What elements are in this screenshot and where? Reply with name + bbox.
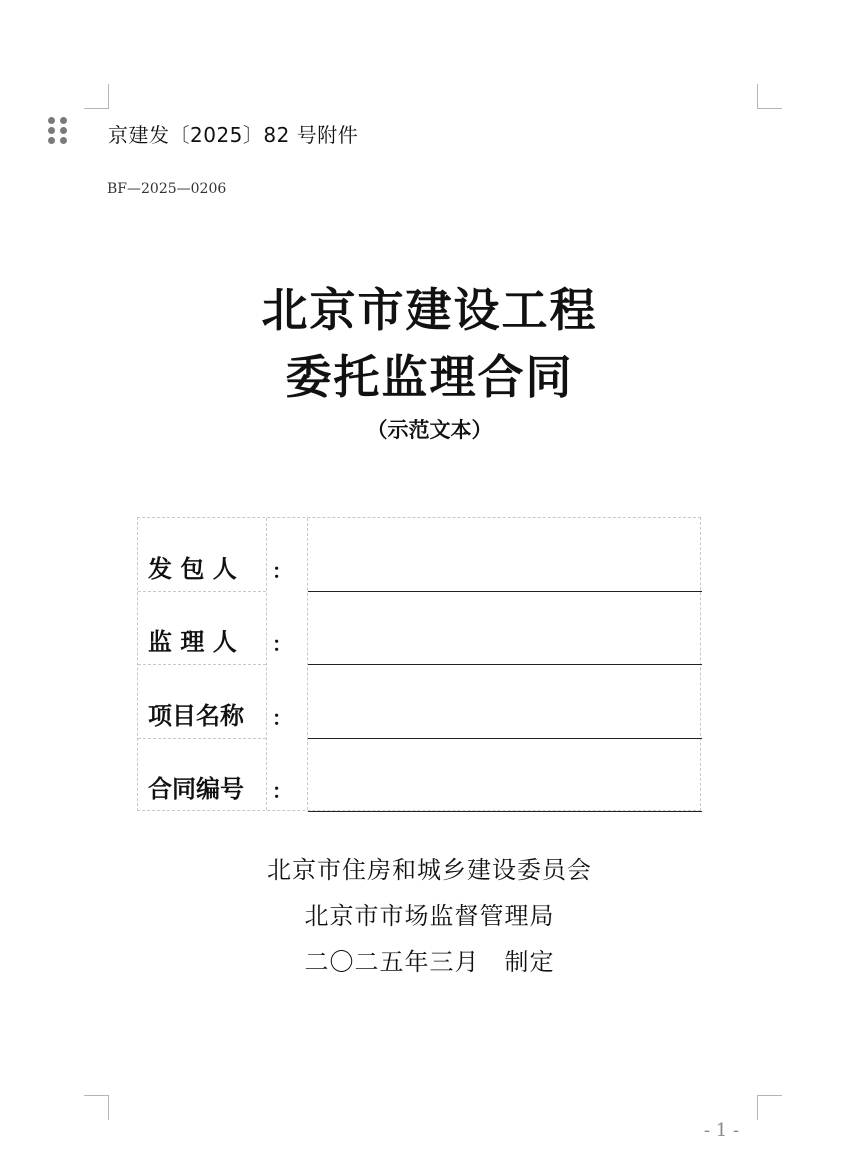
- fill-underline: [308, 811, 702, 812]
- contract-row-employer: [138, 518, 702, 592]
- page-corner-mark-bottom-right: [757, 1095, 782, 1120]
- issuer-line-2: 北京市市场监督管理局: [304, 902, 555, 930]
- colon: ：: [272, 632, 292, 656]
- contract-info-table: [137, 517, 701, 811]
- contract-row-project-name: [138, 665, 702, 739]
- page-corner-mark-top-right: [757, 84, 782, 109]
- header-note: 京建发〔2025〕82 号附件: [108, 123, 359, 147]
- employer-label: 发 包 人: [148, 554, 237, 583]
- issuer-line-1: 北京市住房和城乡建设委员会: [267, 856, 592, 884]
- contract-number-input[interactable]: [310, 766, 698, 808]
- colon: ：: [272, 559, 292, 583]
- colon: ：: [272, 706, 292, 730]
- issue-date: 二〇二五年三月 制定: [304, 948, 555, 976]
- contract-number-label: 合同编号: [148, 774, 244, 803]
- page-number: - 1 -: [704, 1120, 740, 1141]
- page-corner-mark-bottom-left: [84, 1095, 109, 1120]
- project-name-label: 项目名称: [148, 701, 244, 730]
- document-title-line-1: 北京市建设工程: [261, 283, 598, 337]
- contract-row-contract-number: [138, 738, 702, 812]
- supervisor-input[interactable]: [310, 619, 698, 661]
- document-code: BF—2025—0206: [107, 181, 227, 197]
- document-subtitle: （示范文本）: [366, 417, 493, 442]
- page-corner-mark-top-left: [84, 84, 109, 109]
- drag-handle-icon[interactable]: [48, 117, 70, 147]
- employer-input[interactable]: [310, 546, 698, 588]
- contract-row-supervisor: [138, 591, 702, 665]
- document-title-line-2: 委托监理合同: [285, 350, 574, 404]
- colon: ：: [272, 779, 292, 803]
- project-name-input[interactable]: [310, 693, 698, 735]
- supervisor-label: 监 理 人: [148, 627, 237, 656]
